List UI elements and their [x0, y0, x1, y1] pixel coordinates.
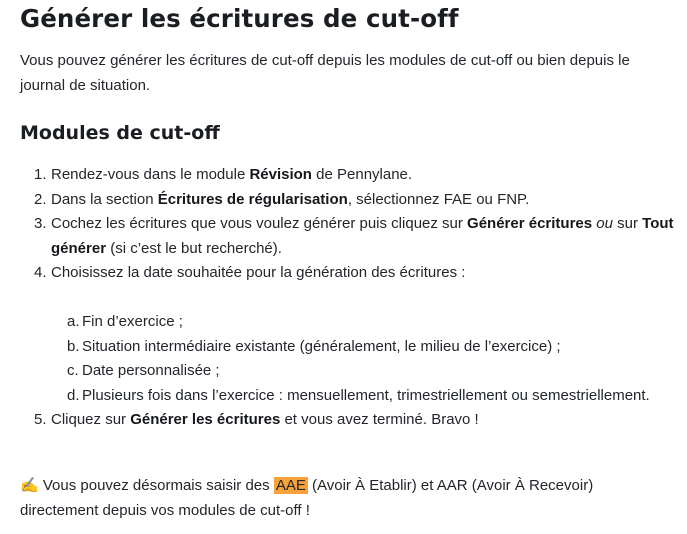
- step-1: 1. Rendez-vous dans le module Révision de Pennylane.: [34, 166, 413, 183]
- intro-paragraph: Vous pouvez générer les écritures de cut-off depuis les modules de cut-off ou bien depuis le journal de situation.: [20, 52, 630, 94]
- date-option-d: d. Plusieurs fois dans l’exercice : mensuellement, trimestriellement ou semestriellement.: [67, 386, 650, 404]
- date-option-c: c. Date personnalisée ;: [67, 362, 220, 379]
- date-option-b: b. Situation intermédiaire existante (généralement, le milieu de l’exercice) ;: [67, 337, 561, 355]
- writing-hand-icon: ✍️: [20, 477, 39, 494]
- step-3: 3. Cochez les écritures que vous voulez générer puis cliquez sur Générer écritures ou sur Tout générer (si c’est le but recherché).: [34, 215, 674, 257]
- tip-paragraph: ✍️ Vous pouvez désormais saisir des AAE (Avoir À Etablir) et AAR (Avoir À Recevoir) directement depuis vos modules de cut-off !: [20, 477, 594, 519]
- section-title: Modules de cut-off: [20, 122, 220, 144]
- date-option-a: a. Fin d’exercice ;: [67, 313, 183, 330]
- page-title: Générer les écritures de cut-off: [20, 4, 459, 33]
- steps-list: [20, 163, 687, 433]
- step-2: 2. Dans la section Écritures de régularisation, sélectionnez FAE ou FNP.: [34, 190, 530, 208]
- step-5: 5. Cliquez sur Générer les écritures et vous avez terminé. Bravo !: [34, 411, 479, 428]
- step-4: 4. Choisissez la date souhaitée pour la génération des écritures : a. Fin d’exercice ; b. Situation intermédiaire existante (généralement, le milieu de l’exercice) ; c. Date personnalisée ; d. Plusieurs fois dans l’exercice : mensuellement, trimestriellement ou semestriellement.: [51, 261, 687, 408]
- highlighted-term: AAE: [275, 477, 306, 494]
- date-options-list: [51, 310, 687, 408]
